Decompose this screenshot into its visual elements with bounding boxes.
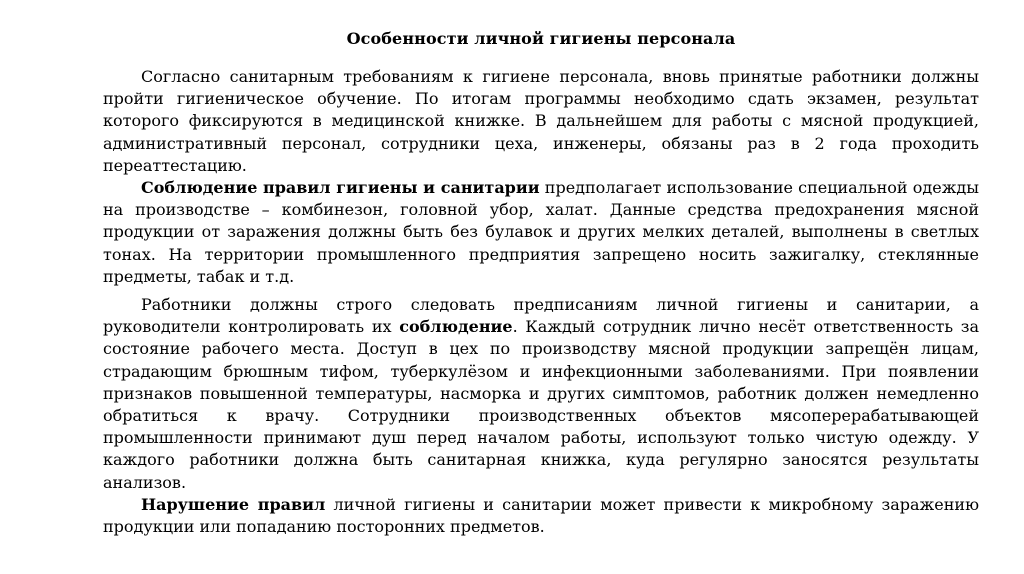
paragraph-2 <box>103 177 979 288</box>
paragraph-2-text: предполагает использование специальной одежды на производстве – комбинезон, головной убор, халат. Данные средства предохранения мясной продукции от заражения должны быть без булавок и других мелких деталей, выполнены в светлых тонах. На территории промышленного предприятия запрещено носить зажигалку, стеклянные предметы, табак и т.д. <box>103 178 979 286</box>
paragraph-2-bold: Соблюдение правил гигиены и санитарии <box>141 178 540 198</box>
paragraph-4-text: личной гигиены и санитарии может привести к микробному заражению продукции или попаданию посторонних предметов. <box>103 494 979 537</box>
paragraph-1 <box>103 66 979 177</box>
paragraph-3-bold: соблюдение <box>399 317 513 337</box>
paragraph-3 <box>103 294 979 494</box>
paragraph-3-text: . Каждый сотрудник лично несёт ответственность за состояние рабочего места. Доступ в цех по производству мясной продукции запрещён лицам, страдающим брюшным тифом, туберкулёзом и инфекционными заболеваниями. При появлении признаков повышенной температуры, насморка и других симптомов, работник должен немедленно обратиться к врачу. Сотрудники производственных объектов мясоперерабатывающей промышленности принимают душ перед началом работы, используют только чистую одежду. У каждого работники должна быть санитарная книжка, куда регулярно заносятся результаты анализов. <box>103 317 980 492</box>
document-title: Особенности личной гигиены персонала <box>346 29 736 48</box>
paragraph-4 <box>103 494 979 538</box>
document-page <box>103 28 979 538</box>
paragraph-4-bold: Нарушение правил <box>141 494 326 514</box>
paragraph-3-start: Работники должны строго следовать предписаниям личной гигиены и санитарии, а руководители контролировать их <box>103 295 979 337</box>
paragraph-1-text: Согласно санитарным требованиям к гигиене персонала, вновь принятые работники должны пройти гигиеническое обучение. По итогам программы необходимо сдать экзамен, результат которого фиксируются в медицинской книжке. В дальнейшем для работы с мясной продукцией, административный персонал, сотрудники цеха, инженеры, обязаны раз в 2 года проходить переаттестацию. <box>103 67 979 175</box>
